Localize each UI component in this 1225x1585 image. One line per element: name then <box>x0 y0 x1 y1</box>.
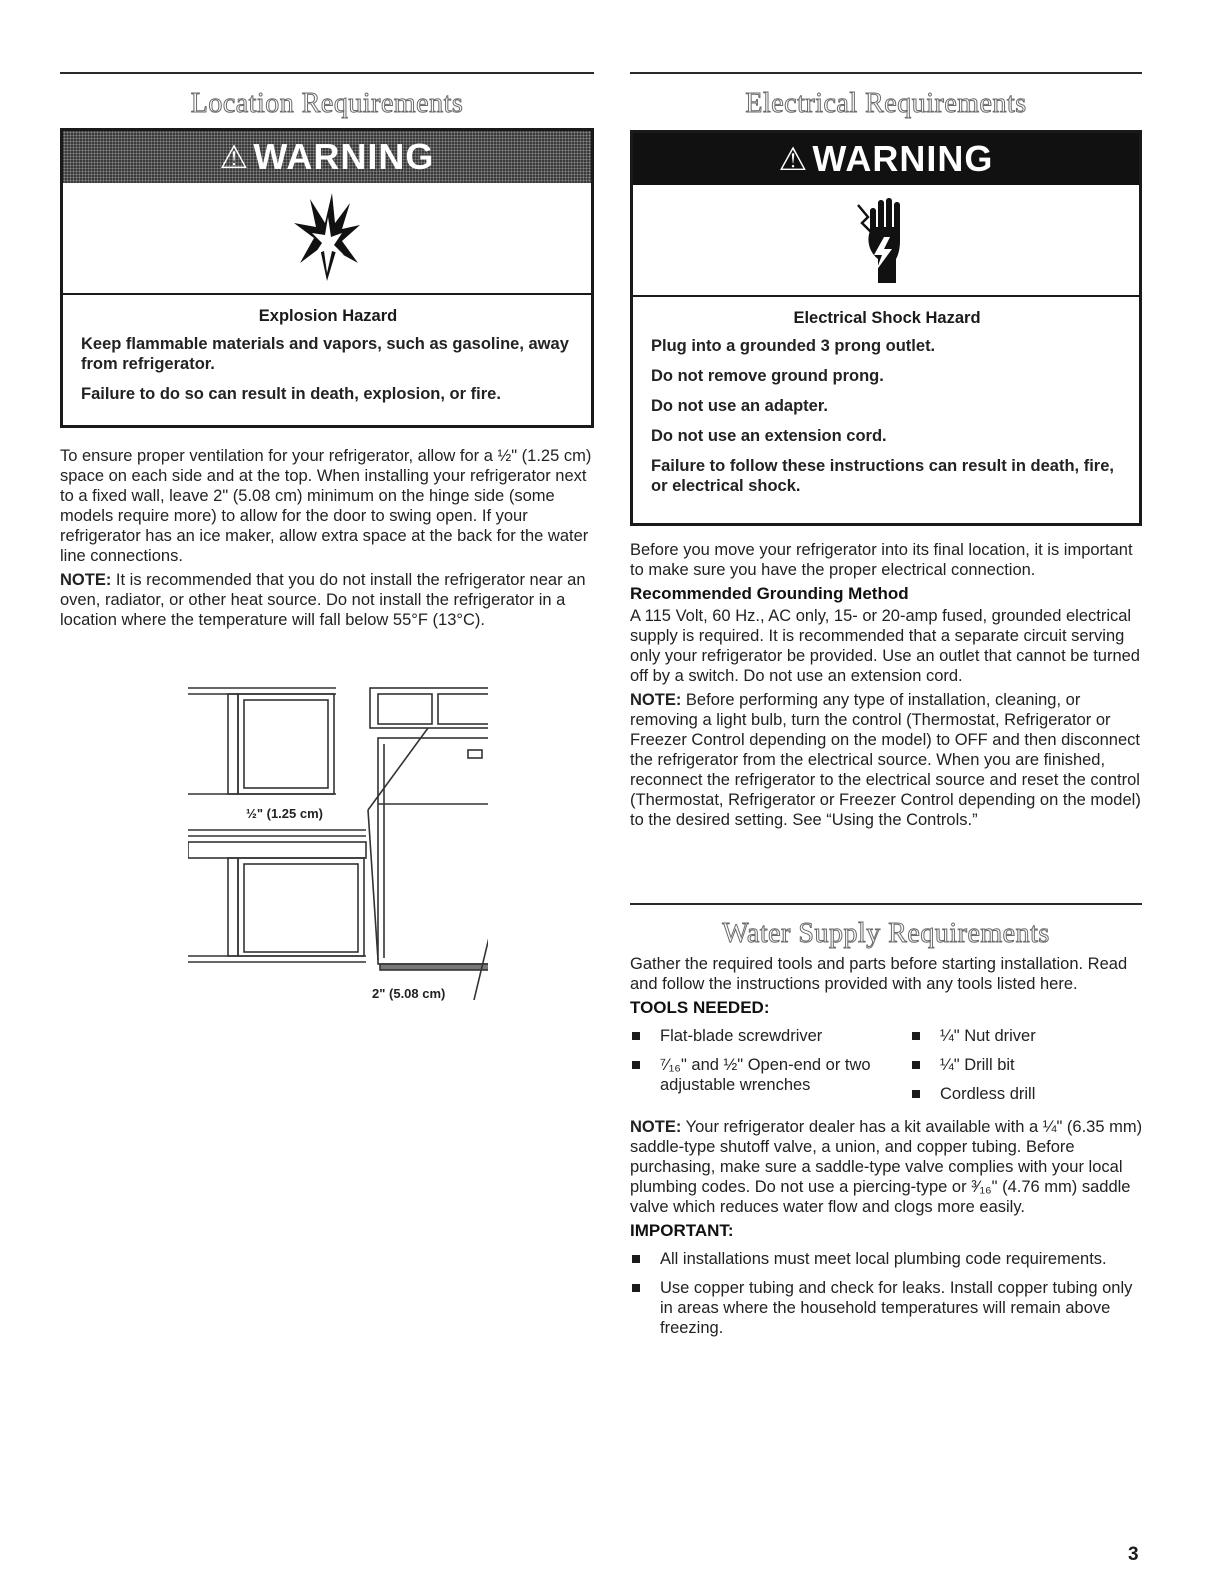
warning-line: Plug into a grounded 3 prong outlet. <box>651 337 936 355</box>
note-label: NOTE: <box>630 1118 682 1136</box>
clearance-diagram <box>188 660 488 1005</box>
location-text <box>60 446 594 634</box>
section-rule <box>60 72 594 74</box>
list-item: ¼" Nut driver <box>910 1026 1140 1046</box>
water-note <box>630 1117 1146 1217</box>
warning-triangle-icon: ⚠ <box>219 139 250 175</box>
location-note <box>60 570 594 630</box>
list-item: Cordless drill <box>910 1084 1140 1104</box>
list-item: Use copper tubing and check for leaks. Install copper tubing only in areas where the household temperatures will remain above freezing. <box>630 1278 1146 1338</box>
electrical-title: Electrical Requirements <box>745 88 1027 119</box>
location-paragraph: To ensure proper ventilation for your refrigerator, allow for a ½" (1.25 cm) space on each side and at the top. When installing your refrigerator next to a fixed wall, leave 2" (5.08 cm) minimum on the hinge side (some models require more) to allow for the door to swing open. If your refrigerator has an ice maker, allow extra space at the back for the water line connections. <box>60 447 592 565</box>
important-list <box>630 1249 1146 1338</box>
note-text: Before performing any type of installation, cleaning, or removing a light bulb, turn the control (Thermostat, Refrigerator or Freezer Control depending on the model) to OFF and then disconnect the refrigerator from the electrical source. When you are finished, reconnect the refrigerator to the electrical source and reset the control (Thermostat, Refrigerator or Freezer Control depending on the model) to the desired setting. See “Using the Controls.” <box>630 691 1141 829</box>
warning-line: Do not use an adapter. <box>651 397 828 415</box>
electrical-note <box>630 690 1142 830</box>
note-text: Your refrigerator dealer has a kit available with a ¼" (6.35 mm) saddle-type shutoff valve, a union, and copper tubing. Before purchasing, make sure a saddle-type valve complies with your local plumbing codes. Do not use a piercing-type or ³⁄₁₆" (4.76 mm) saddle valve which reduces water flow and clogs more easily. <box>630 1118 1143 1216</box>
warning-header-text: WARNING <box>812 138 994 179</box>
side-clearance-label: ½" (1.25 cm) <box>246 806 323 821</box>
warning-line: Keep flammable materials and vapors, such as gasoline, away from refrigerator. <box>81 335 569 373</box>
hazard-title: Explosion Hazard <box>258 307 398 325</box>
electrical-shock-icon <box>856 197 916 283</box>
water-title: Water Supply Requirements <box>722 918 1050 949</box>
tools-list-right <box>910 1026 1140 1113</box>
shock-icon-area <box>633 185 1139 297</box>
warning-triangle-icon: ⚠ <box>778 141 809 177</box>
electrical-intro: Before you move your refrigerator into its final location, it is important to make sure you have the proper electrical connection. <box>630 541 1133 579</box>
explosion-icon <box>292 193 362 283</box>
warning-line: Do not use an extension cord. <box>651 427 887 445</box>
bottom-clearance-label: 2" (5.08 cm) <box>372 986 446 1001</box>
list-item: ⁷⁄₁₆" and ½" Open-end or two adjustable wrenches <box>630 1055 880 1095</box>
tools-heading: TOOLS NEEDED: <box>630 998 770 1017</box>
warning-header <box>63 131 591 183</box>
warning-header <box>633 133 1139 185</box>
page-number: 3 <box>1128 1544 1139 1565</box>
section-rule <box>630 72 1142 74</box>
grounding-heading: Recommended Grounding Method <box>630 584 909 603</box>
warning-line: Failure to do so can result in death, explosion, or fire. <box>81 385 501 403</box>
tools-lists <box>630 1026 1146 1113</box>
location-title: Location Requirements <box>190 88 464 119</box>
explosion-icon-area <box>63 183 591 295</box>
list-item: Flat-blade screwdriver <box>630 1026 910 1046</box>
water-text <box>630 954 1146 1347</box>
warning-line: Failure to follow these instructions can result in death, fire, or electrical shock. <box>651 457 1114 495</box>
note-label: NOTE: <box>630 691 682 709</box>
warning-body <box>633 297 1139 518</box>
important-heading: IMPORTANT: <box>630 1221 734 1240</box>
list-item: ¼" Drill bit <box>910 1055 1140 1075</box>
section-rule <box>630 903 1142 905</box>
note-text: It is recommended that you do not install the refrigerator near an oven, radiator, or other heat source. Do not install the refrigerator in a location where the temperature will fall below 55°F (13°C). <box>60 571 586 629</box>
electrical-warning-box <box>630 130 1142 526</box>
grounding-text: A 115 Volt, 60 Hz., AC only, 15- or 20-amp fused, grounded electrical supply is required. It is recommended that a separate circuit serving only your refrigerator be provided. Use an outlet that cannot be turned off by a switch. Do not use an extension cord. <box>630 607 1140 685</box>
list-item: All installations must meet local plumbing code requirements. <box>630 1249 1146 1269</box>
warning-line: Do not remove ground prong. <box>651 367 884 385</box>
warning-body <box>63 295 591 426</box>
electrical-text <box>630 540 1142 834</box>
water-intro: Gather the required tools and parts before starting installation. Read and follow the instructions provided with any tools listed here. <box>630 955 1128 993</box>
warning-header-text: WARNING <box>253 136 435 177</box>
tools-list-left <box>630 1026 910 1113</box>
explosion-warning-box <box>60 128 594 428</box>
note-label: NOTE: <box>60 571 112 589</box>
hazard-title: Electrical Shock Hazard <box>793 309 981 327</box>
